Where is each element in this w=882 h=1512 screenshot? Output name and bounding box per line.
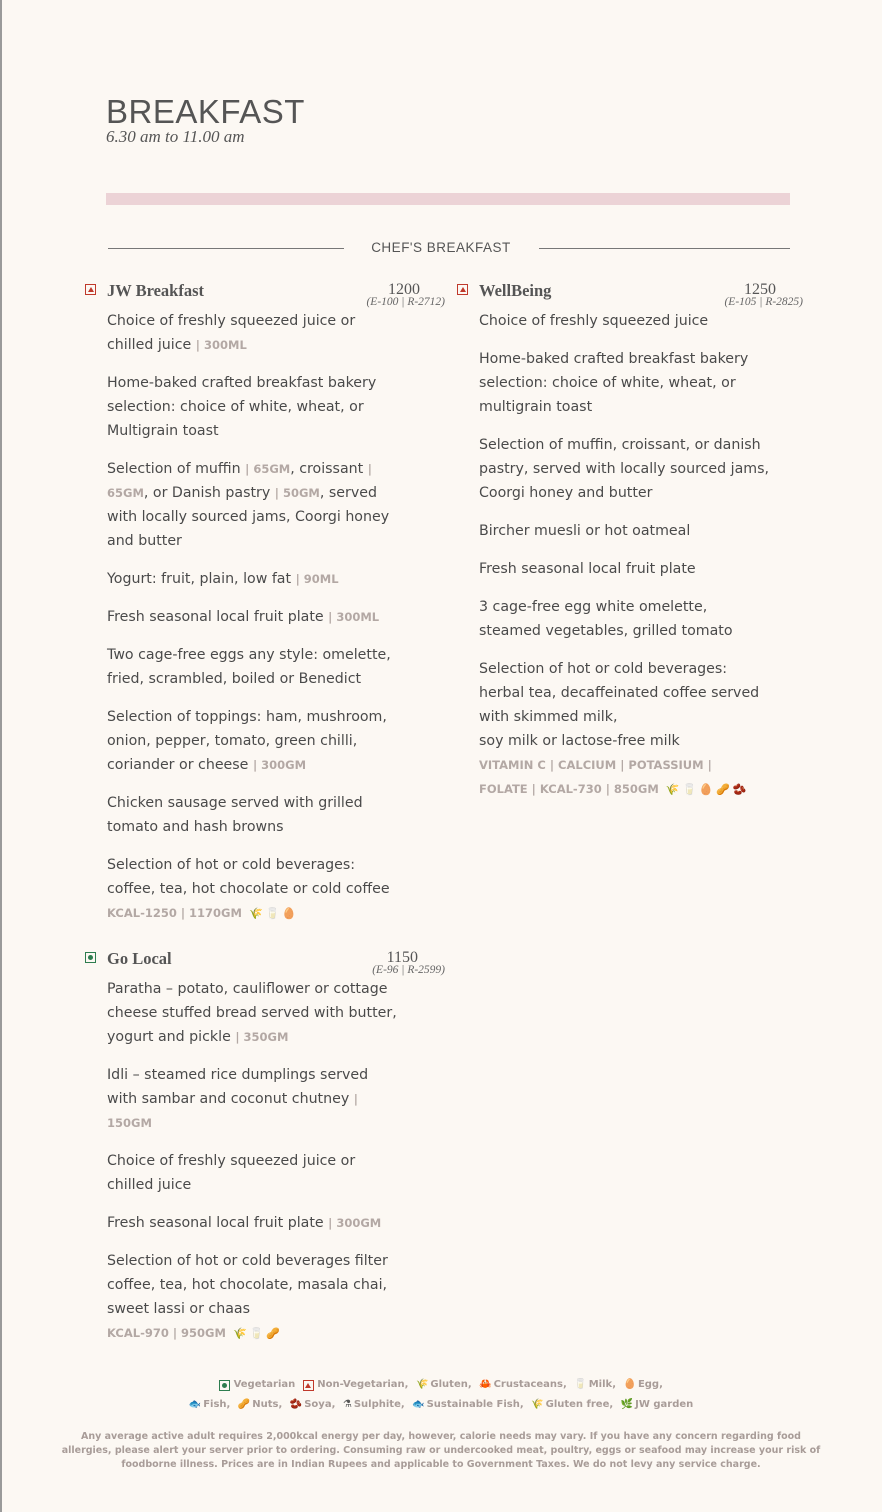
menu-item: Selection of hot or cold beverages: coffee, tea, hot chocolate or cold coffee bbox=[107, 857, 390, 897]
soya-icon: 🫘 bbox=[732, 783, 747, 796]
dish-jw-breakfast bbox=[107, 281, 445, 926]
nutrition-info: KCAL-970 | 950GM 🌾 🥛 🥜 bbox=[107, 1321, 397, 1346]
dish-energy: (E-100 | R-2712) bbox=[366, 296, 445, 308]
gluten-icon: 🌾 bbox=[232, 1327, 247, 1340]
dish-energy: (E-96 | R-2599) bbox=[372, 964, 445, 976]
egg-icon: 🥚 bbox=[699, 783, 713, 796]
menu-item: Idli – steamed rice dumplings served with sambar and coconut chutney | 150GM bbox=[107, 1067, 369, 1130]
menu-item: Selection of toppings: ham, mushroom, onion, pepper, tomato, green chilli, coriander or cheese | 300GM bbox=[107, 709, 387, 773]
nutrition-info: KCAL-1250 | 1170GM 🌾 🥛 🥚 bbox=[107, 901, 397, 926]
gluten-free-icon: 🌾 bbox=[531, 1399, 544, 1410]
section-title: CHEF'S BREAKFAST bbox=[371, 240, 511, 255]
section-rule-left bbox=[108, 248, 344, 249]
dish-wellbeing bbox=[479, 281, 803, 802]
milk-icon: 🥛 bbox=[682, 783, 697, 796]
soya-icon: 🫘 bbox=[289, 1399, 303, 1410]
milk-icon: 🥛 bbox=[265, 907, 280, 920]
menu-item: Selection of muffin | 65GM, croissant | 65GM, or Danish pastry | 50GM, served with locally sourced jams, Coorgi honey and butter bbox=[107, 461, 390, 549]
menu-item: Choice of freshly squeezed juice or chilled juice | 300ML bbox=[107, 313, 356, 353]
header-divider-bar bbox=[106, 193, 790, 205]
dish-go-local bbox=[107, 949, 445, 1346]
dish-price: 1200 bbox=[388, 281, 420, 298]
jw-garden-icon: 🌿 bbox=[620, 1399, 634, 1410]
menu-item: Choice of freshly squeezed juice bbox=[479, 313, 709, 329]
gluten-icon: 🌾 bbox=[415, 1379, 429, 1390]
menu-item: Selection of muffin, croissant, or danish pastry, served with locally sourced jams, Coorgi honey and butter bbox=[479, 437, 769, 501]
dish-price: 1150 bbox=[386, 949, 418, 966]
menu-item: Chicken sausage served with grilled tomato and hash browns bbox=[107, 795, 363, 835]
dish-price: 1250 bbox=[744, 281, 776, 298]
sustainable-fish-icon: 🐟 bbox=[412, 1399, 425, 1410]
veg-icon bbox=[85, 952, 96, 963]
menu-item: Yogurt: fruit, plain, low fat | 90ML bbox=[107, 571, 339, 587]
egg-icon: 🥚 bbox=[623, 1379, 636, 1390]
egg-icon: 🥚 bbox=[282, 907, 297, 920]
menu-item: Home-baked crafted breakfast bakery selection: choice of white, wheat, or multigrain toast bbox=[479, 351, 749, 415]
dish-name: JW Breakfast bbox=[107, 281, 205, 300]
menu-item: Fresh seasonal local fruit plate | 300ML bbox=[107, 609, 380, 625]
menu-item: Home-baked crafted breakfast bakery selection: choice of white, wheat, or Multigrain toast bbox=[107, 375, 377, 439]
legend-row-1: Vegetarian Non-Vegetarian, 🌾 Gluten, 🦀 Crustaceans, 🥛 Milk, 🥚 Egg, bbox=[0, 1379, 882, 1390]
disclaimer: Any average active adult requires 2,000kcal energy per day, however, calorie needs may vary. If you have any concern regarding food allergies, please alert your server prior to ordering. Consuming raw or undercooked meat, poultry, eggs or seafood may increase your risk of foodborne illness. Prices are in Indian Rupees and applicable to Government Taxes. We do not levy any service charge. bbox=[61, 1431, 821, 1470]
menu-item: Two cage-free eggs any style: omelette, fried, scrambled, boiled or Benedict bbox=[107, 647, 391, 687]
non-veg-icon bbox=[457, 284, 468, 295]
veg-icon bbox=[219, 1380, 230, 1391]
nuts-icon: 🥜 bbox=[715, 783, 730, 796]
sulphite-icon: ⚗ bbox=[342, 1399, 352, 1410]
dish-name: WellBeing bbox=[479, 281, 552, 300]
page-edge-line bbox=[0, 0, 2, 1512]
gluten-icon: 🌾 bbox=[248, 907, 263, 920]
gluten-icon: 🌾 bbox=[665, 783, 680, 796]
section-rule-right bbox=[539, 248, 790, 249]
dish-name: Go Local bbox=[107, 949, 172, 968]
dish-energy: (E-105 | R-2825) bbox=[724, 296, 803, 308]
non-veg-icon bbox=[85, 284, 96, 295]
menu-item: 3 cage-free egg white omelette, steamed vegetables, grilled tomato bbox=[479, 599, 733, 639]
menu-item: Choice of freshly squeezed juice or chilled juice bbox=[107, 1153, 356, 1193]
legend-row-2: 🐟 Fish, 🥜 Nuts, 🫘 Soya, ⚗ Sulphite, 🐟 Sustainable Fish, 🌾 Gluten free, 🌿 JW garden bbox=[188, 1399, 694, 1410]
milk-icon: 🥛 bbox=[574, 1379, 587, 1390]
menu-item: Paratha – potato, cauliflower or cottage cheese stuffed bread served with butter, yogurt and pickle | 350GM bbox=[107, 981, 397, 1045]
menu-item: Selection of hot or cold beverages: herbal tea, decaffeinated coffee served with skimmed milk, soy milk or lactose-free milk bbox=[479, 661, 760, 749]
service-hours: 6.30 am to 11.00 am bbox=[106, 127, 245, 146]
non-veg-icon bbox=[303, 1380, 314, 1391]
page-title: BREAKFAST bbox=[106, 93, 305, 130]
menu-item: Bircher muesli or hot oatmeal bbox=[479, 523, 691, 539]
nuts-icon: 🥜 bbox=[237, 1399, 251, 1410]
fish-icon: 🐟 bbox=[188, 1399, 202, 1410]
nutrition-info: VITAMIN C | CALCIUM | POTASSIUM | FOLATE | KCAL-730 | 850GM 🌾 🥛 🥚 🥜 🫘 bbox=[479, 753, 771, 802]
milk-icon: 🥛 bbox=[249, 1327, 264, 1340]
menu-item: Selection of hot or cold beverages filter coffee, tea, hot chocolate, masala chai, sweet lassi or chaas bbox=[107, 1253, 388, 1317]
crustaceans-icon: 🦀 bbox=[479, 1379, 492, 1390]
nuts-icon: 🥜 bbox=[266, 1327, 281, 1340]
menu-item: Fresh seasonal local fruit plate | 300GM bbox=[107, 1215, 382, 1231]
menu-item: Fresh seasonal local fruit plate bbox=[479, 561, 696, 577]
